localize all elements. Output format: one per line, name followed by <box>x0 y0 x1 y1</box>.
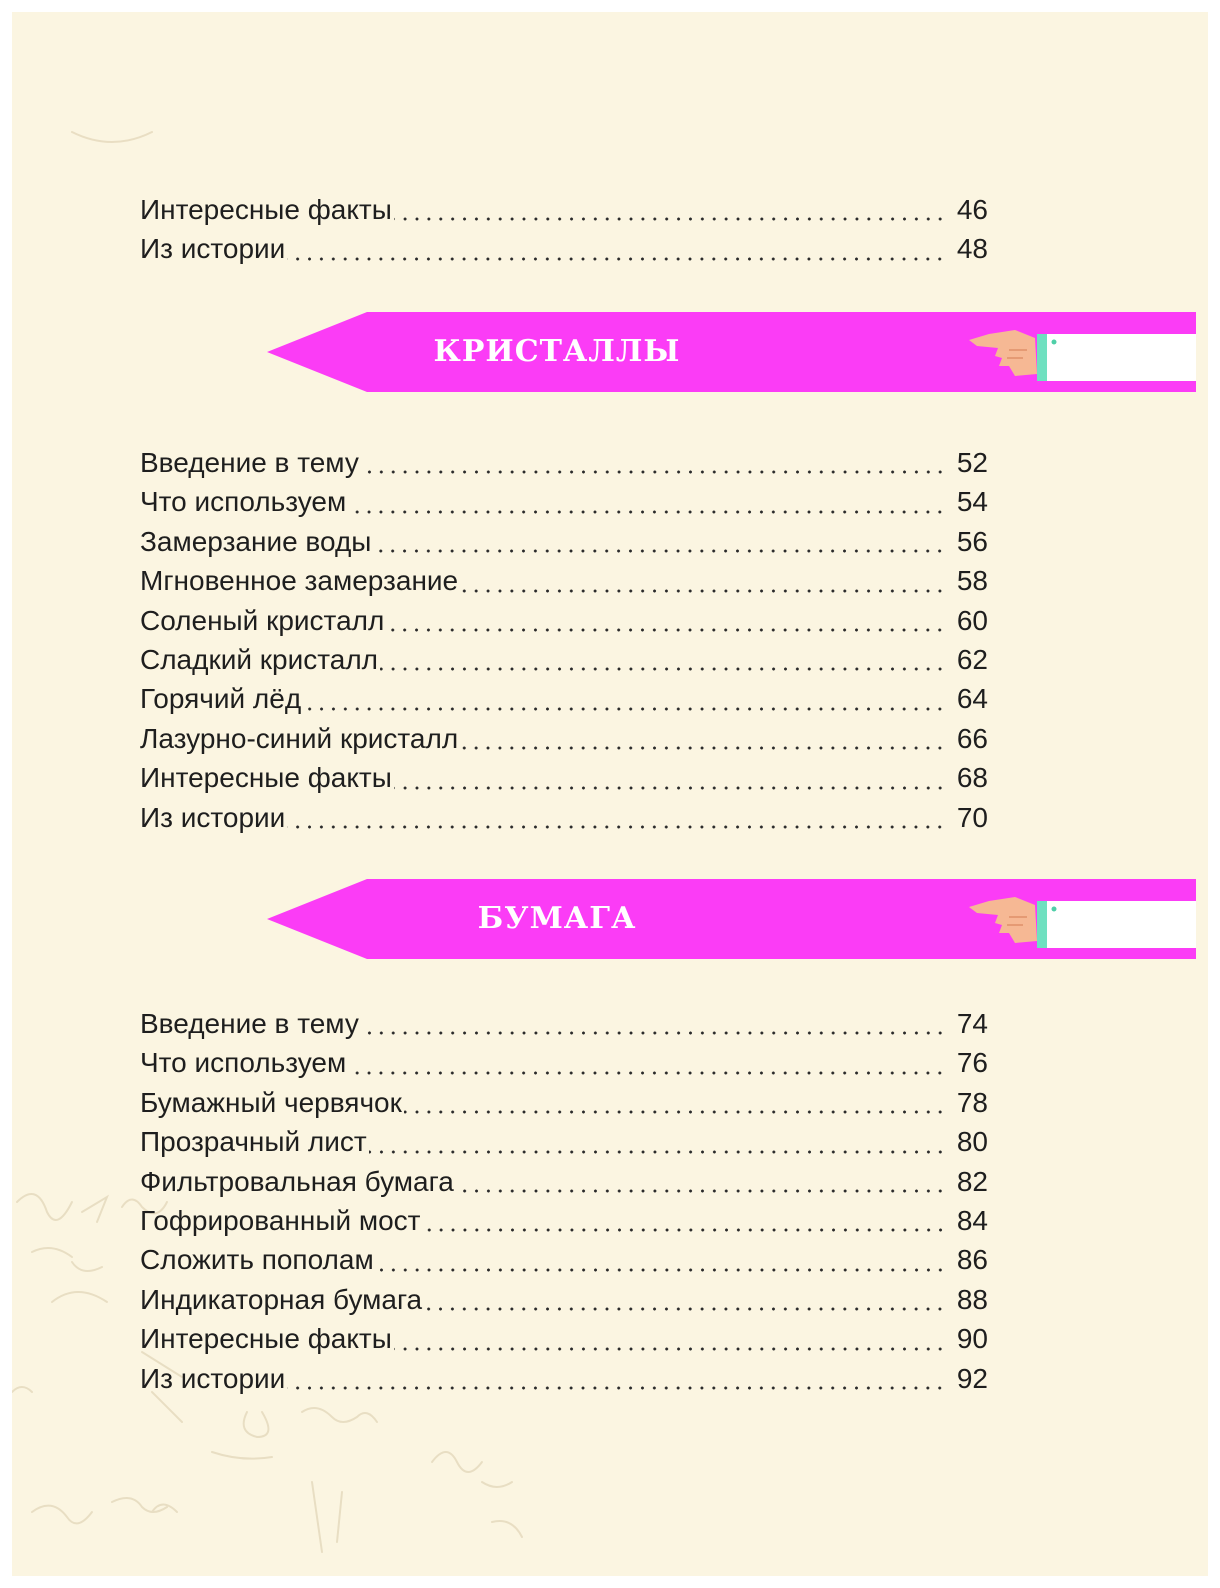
toc-entry-title: Замерзание воды <box>140 525 372 557</box>
dot-leader <box>424 1284 946 1312</box>
toc-entry-page: 88 <box>956 1283 988 1315</box>
toc-entry-page: 68 <box>956 762 988 794</box>
dot-leader <box>460 723 946 751</box>
dot-leader <box>386 605 946 633</box>
toc-entry-page: 74 <box>956 1008 988 1039</box>
toc-entry[interactable] <box>140 1004 988 1043</box>
toc-entry-title: Сложить пополам <box>140 1244 374 1276</box>
toc-entry[interactable] <box>140 679 988 718</box>
toc-entry-title: Интересные факты <box>140 762 392 794</box>
toc-entry-title: Что используем <box>140 486 347 518</box>
toc-entry[interactable] <box>140 1043 988 1082</box>
dot-leader <box>376 1245 946 1273</box>
toc-entry[interactable] <box>140 190 988 229</box>
toc-entry-title: Соленый кристалл <box>140 604 385 636</box>
dot-leader <box>460 566 946 594</box>
toc-entry-page: 84 <box>956 1204 988 1236</box>
toc-list-intro <box>140 190 988 269</box>
toc-entry[interactable] <box>140 640 988 679</box>
dot-leader <box>361 1008 946 1036</box>
section-heading: БУМАГА <box>477 901 637 936</box>
dot-leader <box>287 1363 946 1391</box>
toc-entry-title: Введение в тему <box>140 1008 359 1039</box>
toc-entry[interactable] <box>140 1122 988 1161</box>
toc-entry-title: Прозрачный лист <box>140 1126 367 1158</box>
toc-entry[interactable] <box>140 1319 988 1358</box>
toc-entry[interactable] <box>140 1359 988 1398</box>
toc-entry[interactable] <box>140 1083 988 1122</box>
toc-entry-page: 66 <box>956 722 988 754</box>
dot-leader <box>348 1048 946 1076</box>
toc-entry-page: 82 <box>956 1165 988 1197</box>
toc-entry[interactable] <box>140 482 988 521</box>
toc-list-crystals <box>140 443 988 837</box>
toc-entry-title: Из истории <box>140 801 286 833</box>
toc-entry-title: Гофрированный мост <box>140 1204 421 1236</box>
toc-entry-title: Горячий лёд <box>140 683 302 715</box>
dot-leader <box>303 684 946 712</box>
toc-entry[interactable] <box>140 522 988 561</box>
toc-entry-page: 70 <box>956 801 988 833</box>
toc-entry-title: Мгновенное замерзание <box>140 565 459 597</box>
toc-entry-page: 46 <box>956 194 988 225</box>
section-banner-paper <box>267 879 1196 959</box>
toc-entry-title: Что используем <box>140 1047 347 1079</box>
toc-entry-title: Лазурно-синий кристалл <box>140 722 459 754</box>
toc-entry-page: 48 <box>956 233 988 265</box>
dot-leader <box>373 526 946 554</box>
toc-entry-page: 76 <box>956 1047 988 1079</box>
toc-entry-page: 60 <box>956 604 988 636</box>
toc-entry[interactable] <box>140 601 988 640</box>
toc-entry-page: 56 <box>956 525 988 557</box>
toc-entry-title: Интересные факты <box>140 194 392 225</box>
section-heading: КРИСТАЛЛЫ <box>433 334 681 369</box>
dot-leader <box>380 644 946 672</box>
toc-entry-title: Из истории <box>140 233 286 265</box>
dot-leader <box>287 234 946 262</box>
toc-entry-title: Введение в тему <box>140 447 359 478</box>
toc-entry-page: 62 <box>956 643 988 675</box>
toc-entry[interactable] <box>140 1201 988 1240</box>
toc-page <box>12 12 1208 1576</box>
toc-entry[interactable] <box>140 443 988 482</box>
toc-entry[interactable] <box>140 561 988 600</box>
toc-entry-page: 64 <box>956 683 988 715</box>
toc-entry[interactable] <box>140 1280 988 1319</box>
toc-entry-page: 52 <box>956 447 988 478</box>
toc-list-paper <box>140 1004 988 1398</box>
toc-entry-page: 92 <box>956 1362 988 1394</box>
dot-leader <box>394 194 946 222</box>
toc-entry-title: Фильтровальная бумага <box>140 1165 454 1197</box>
toc-entry-title: Сладкий кристалл <box>140 643 378 675</box>
dot-leader <box>348 487 946 515</box>
toc-entry-page: 58 <box>956 565 988 597</box>
dot-leader <box>404 1087 946 1115</box>
toc-entry[interactable] <box>140 229 988 268</box>
section-banner-crystals <box>267 312 1196 392</box>
toc-entry-page: 90 <box>956 1323 988 1355</box>
toc-entry-page: 54 <box>956 486 988 518</box>
toc-entry[interactable] <box>140 798 988 837</box>
toc-entry-title: Интересные факты <box>140 1323 392 1355</box>
toc-entry[interactable] <box>140 1162 988 1201</box>
dot-leader <box>287 802 946 830</box>
dot-leader <box>423 1205 946 1233</box>
dot-leader <box>456 1166 946 1194</box>
toc-entry-title: Из истории <box>140 1362 286 1394</box>
toc-entry-page: 86 <box>956 1244 988 1276</box>
dot-leader <box>361 447 946 475</box>
toc-entry[interactable] <box>140 719 988 758</box>
toc-entry[interactable] <box>140 758 988 797</box>
toc-entry-page: 78 <box>956 1086 988 1118</box>
dot-leader <box>369 1127 946 1155</box>
dot-leader <box>394 1324 946 1352</box>
toc-entry-title: Бумажный червячок <box>140 1086 402 1118</box>
dot-leader <box>394 763 946 791</box>
toc-entry-title: Индикаторная бумага <box>140 1283 423 1315</box>
toc-entry[interactable] <box>140 1240 988 1279</box>
toc-entry-page: 80 <box>956 1126 988 1158</box>
